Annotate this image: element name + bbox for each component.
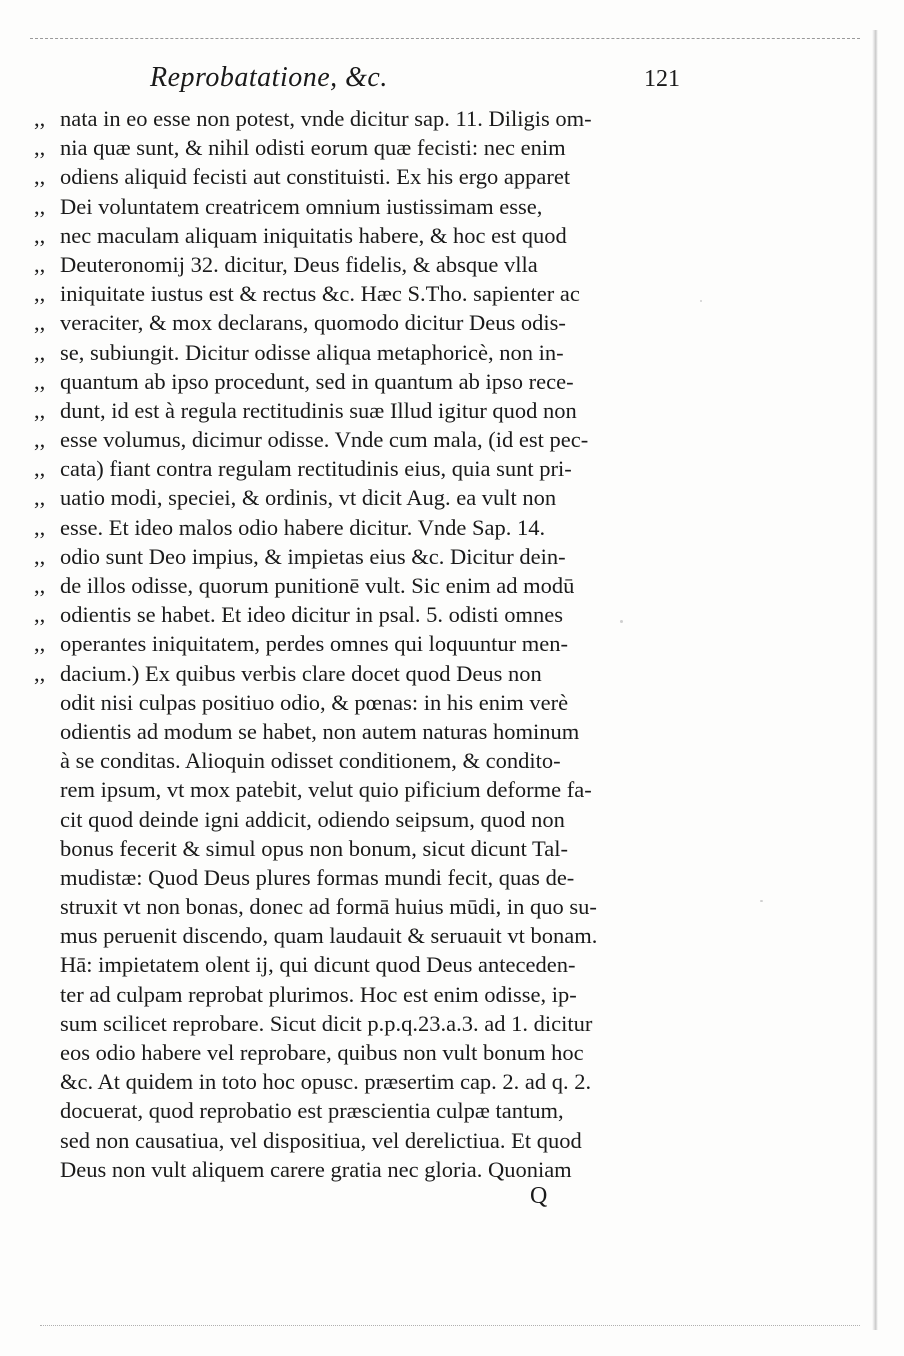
text-line	[34, 834, 680, 863]
line-text: mudistæ: Quod Deus plures formas mundi fecit, quas de-	[60, 864, 575, 890]
line-text: Hā: impietatem olent ij, qui dicunt quod Deus anteceden-	[60, 952, 576, 978]
text-line	[34, 192, 680, 221]
text-line	[34, 104, 680, 133]
quotation-mark: ,,	[34, 631, 46, 657]
text-line	[34, 629, 680, 658]
text-line	[34, 571, 680, 600]
text-line	[34, 600, 680, 629]
text-line	[34, 221, 680, 250]
text-line	[34, 775, 680, 804]
quotation-mark: ,,	[34, 368, 46, 394]
quotation-mark: ,,	[34, 602, 46, 628]
quotation-mark: ,,	[34, 106, 46, 131]
page-bottom-edge	[40, 1325, 860, 1326]
quotation-mark: ,,	[34, 222, 46, 248]
text-line	[34, 133, 680, 162]
line-text: cit quod deinde igni addicit, odiendo seipsum, quod non	[60, 806, 565, 832]
line-text: odientis se habet. Et ideo dicitur in psal. 5. odisti omnes	[60, 602, 564, 628]
text-line	[34, 1067, 680, 1096]
quotation-mark: ,,	[34, 397, 46, 423]
text-line	[34, 1126, 680, 1155]
text-line	[34, 483, 680, 512]
quotation-mark: ,,	[34, 310, 46, 336]
text-line	[34, 367, 680, 396]
page-gutter-shadow	[872, 30, 878, 1330]
line-text: nata in eo esse non potest, vnde dicitur sap. 11. Diligis om-	[60, 106, 592, 131]
line-text: Dei voluntatem creatricem omnium iustissimam esse,	[60, 193, 543, 219]
text-line	[34, 338, 680, 367]
quotation-mark: ,,	[34, 281, 46, 307]
line-text: ter ad culpam reprobat plurimos. Hoc est enim odisse, ip-	[60, 981, 577, 1007]
line-text: odio sunt Deo impius, & impietas eius &c. Dicitur dein-	[60, 543, 566, 569]
text-line	[34, 425, 680, 454]
line-text: esse volumus, dicimur odisse. Vnde cum mala, (id est pec-	[60, 427, 589, 453]
line-text: &c. At quidem in toto hoc opusc. præsertim cap. 2. ad q. 2.	[60, 1069, 592, 1095]
text-line	[34, 863, 680, 892]
running-title: Reprobatatione, &c.	[150, 62, 388, 93]
text-line	[34, 454, 680, 483]
line-text: operantes iniquitatem, perdes omnes qui loquuntur men-	[60, 631, 569, 657]
quotation-mark: ,,	[34, 660, 46, 686]
paper-speck	[760, 900, 763, 902]
quotation-mark: ,,	[34, 573, 46, 598]
quotation-mark: ,,	[34, 456, 46, 482]
text-line	[34, 1038, 680, 1067]
line-text: mus peruenit discendo, quam laudauit & seruauit vt bonam.	[60, 923, 598, 949]
line-text: Deuteronomij 32. dicitur, Deus fidelis, & absque vlla	[60, 251, 538, 277]
line-text: Deus non vult aliquem carere gratia nec gloria. Quoniam	[60, 1156, 572, 1182]
line-text: quantum ab ipso procedunt, sed in quantum ab ipso rece-	[60, 368, 574, 394]
line-text: veraciter, & mox declarans, quomodo dicitur Deus odis-	[60, 310, 566, 336]
text-line	[34, 279, 680, 308]
quotation-mark: ,,	[34, 135, 46, 161]
line-text: bonus fecerit & simul opus non bonum, sicut dicunt Tal-	[60, 835, 568, 861]
text-line	[34, 1009, 680, 1038]
line-text: sum scilicet reprobare. Sicut dicit p.p.q.23.a.3. ad 1. dicitur	[60, 1010, 593, 1036]
line-text: odit nisi culpas positiuo odio, & pœnas: in his enim verè	[60, 689, 569, 715]
text-line	[34, 950, 680, 979]
catchword: Q	[530, 1183, 548, 1209]
page-header	[150, 62, 680, 100]
line-text: sed non causatiua, vel dispositiua, vel derelictiua. Et quod	[60, 1127, 582, 1153]
page-top-edge	[30, 38, 860, 39]
line-text: dunt, id est à regula rectitudinis suæ Illud igitur quod non	[60, 397, 577, 423]
text-line	[34, 688, 680, 717]
quotation-mark: ,,	[34, 427, 46, 453]
quotation-mark: ,,	[34, 485, 46, 511]
line-text: de illos odisse, quorum punitionē vult. Sic enim ad modū	[60, 573, 575, 598]
page-number: 121	[644, 66, 680, 92]
line-text: odiens aliquid fecisti aut constituisti. Ex his ergo apparet	[60, 164, 571, 190]
line-text: nia quæ sunt, & nihil odisti eorum quæ fecisti: nec enim	[60, 135, 566, 161]
body-text	[34, 104, 680, 1184]
quotation-mark: ,,	[34, 251, 46, 277]
line-text: nec maculam aliquam iniquitatis habere, & hoc est quod	[60, 222, 567, 248]
line-text: uatio modi, speciei, & ordinis, vt dicit Aug. ea vult non	[60, 485, 557, 511]
line-text: se, subiungit. Dicitur odisse aliqua metaphoricè, non in-	[60, 339, 564, 365]
text-line	[34, 892, 680, 921]
line-text: eos odio habere vel reprobare, quibus non vult bonum hoc	[60, 1040, 584, 1065]
text-line	[34, 396, 680, 425]
quotation-mark: ,,	[34, 339, 46, 365]
line-text: à se conditas. Alioquin odisset conditionem, & condito-	[60, 748, 561, 774]
line-text: esse. Et ideo malos odio habere dicitur. Vnde Sap. 14.	[60, 514, 546, 540]
line-text: cata) fiant contra regulam rectitudinis eius, quia sunt pri-	[60, 456, 572, 482]
quotation-mark: ,,	[34, 543, 46, 569]
text-line	[34, 162, 680, 191]
quotation-mark: ,,	[34, 164, 46, 190]
text-line	[34, 308, 680, 337]
line-text: iniquitate iustus est & rectus &c. Hæc S.Tho. sapienter ac	[60, 281, 580, 307]
text-line	[34, 980, 680, 1009]
text-line	[34, 746, 680, 775]
text-line	[34, 513, 680, 542]
line-text: dacium.) Ex quibus verbis clare docet quod Deus non	[60, 660, 542, 686]
paper-speck	[620, 620, 623, 623]
line-text: rem ipsum, vt mox patebit, velut quio pificium deforme fa-	[60, 777, 592, 803]
line-text: docuerat, quod reprobatio est præscientia culpæ tantum,	[60, 1098, 564, 1124]
line-text: odientis ad modum se habet, non autem naturas hominum	[60, 718, 580, 744]
text-line	[34, 805, 680, 834]
text-line	[34, 1096, 680, 1125]
text-line	[34, 921, 680, 950]
text-line	[34, 1155, 680, 1184]
text-line	[34, 250, 680, 279]
quotation-mark: ,,	[34, 193, 46, 219]
text-line	[34, 717, 680, 746]
text-line	[34, 659, 680, 688]
paper-speck	[700, 300, 702, 302]
line-text: struxit vt non bonas, donec ad formā huius mūdi, in quo su-	[60, 894, 597, 920]
text-line	[34, 542, 680, 571]
quotation-mark: ,,	[34, 514, 46, 540]
